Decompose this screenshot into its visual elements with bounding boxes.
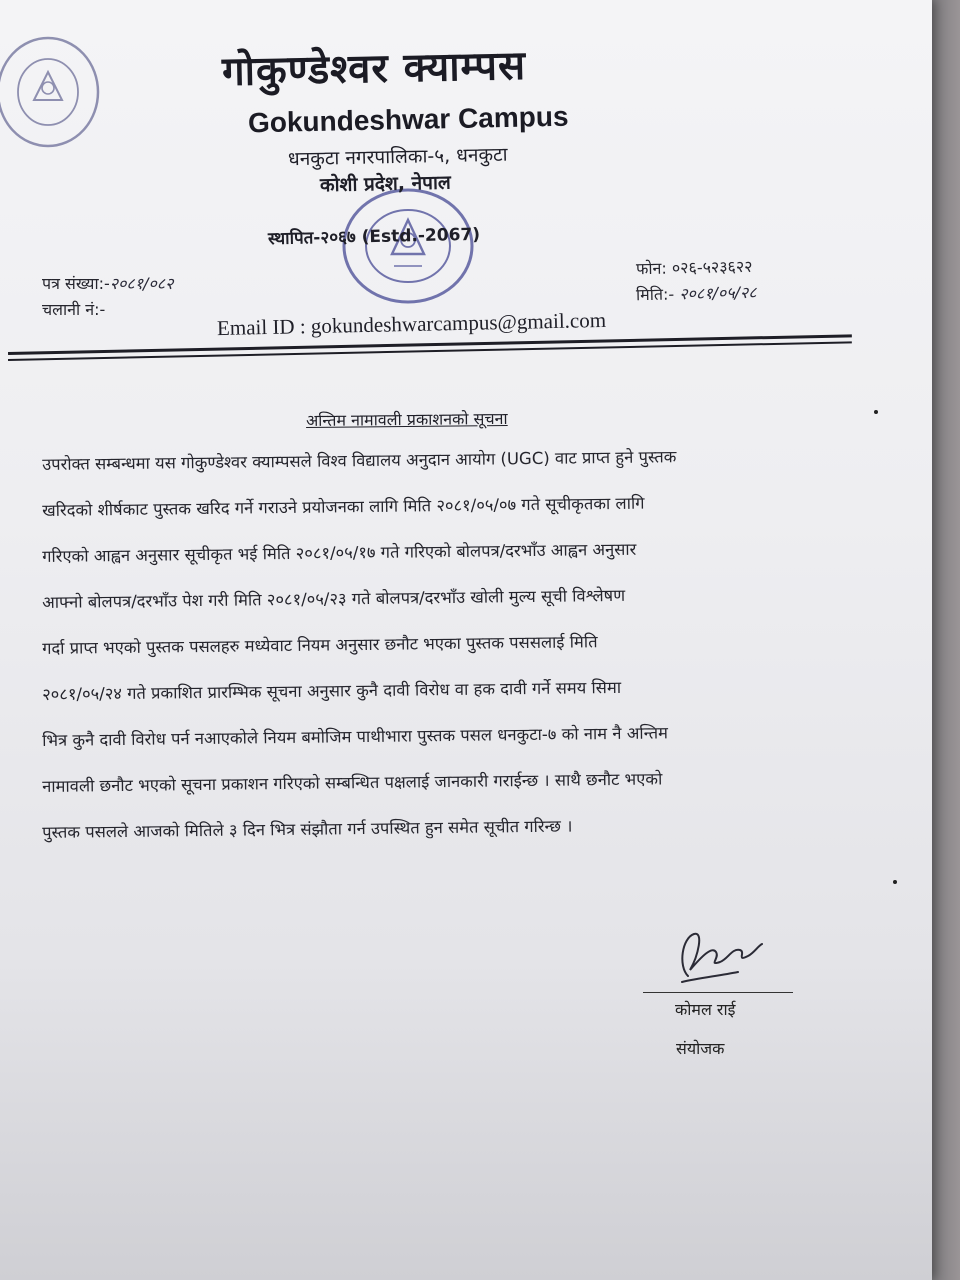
handwritten-signature: [668, 926, 768, 992]
campus-name-english: Gokundeshwar Campus: [247, 100, 569, 139]
phone-label: फोन:: [635, 258, 667, 279]
notice-line: गर्दा प्राप्त भएको पुस्तक पसलहरु मध्येवाट नियम अनुसार छनौट भएका पुस्तक पससलाई मिति: [42, 632, 598, 658]
date-label: मिति:-: [635, 284, 675, 305]
ink-speck: [893, 880, 897, 884]
notice-line: उपरोक्त सम्बन्धमा यस गोकुण्डेश्वर क्याम्पसले विश्व विद्यालय अनुदान आयोग (UGC) वाट प्राप्त हुने पुस्तक: [42, 447, 677, 474]
date-value: २०८१/०५/२८: [679, 282, 757, 304]
notice-line: भित्र कुनै दावी विरोध पर्न नआएकोले नियम बमोजिम पाथीभारा पुस्तक पसल धनकुटा-७ को नाम नै अन्तिम: [42, 723, 669, 750]
letter-number-value: २०८१/०८२: [109, 274, 174, 293]
notice-line: खरिदको शीर्षकाट पुस्तक खरिद गर्ने गराउने प्रयोजनका लागि मिति २०८१/०५/०७ गते सूचीकृतका लागि: [42, 493, 645, 520]
notice-heading: अन्तिम नामावली प्रकाशनको सूचना: [305, 408, 508, 431]
campus-seal-top-left: [0, 32, 104, 152]
signature-line: [643, 992, 793, 993]
notice-line: आफ्नो बोलपत्र/दरभाँउ पेश गरी मिति २०८१/०५/२३ गते बोलपत्र/दरभाँउ खोली मुल्य सूची विश्लेषण: [42, 585, 626, 612]
notice-line: पुस्तक पसलले आजको मितिले ३ दिन भित्र संझौता गर्न उपस्थित हुन समेत सूचीत गरिन्छ ।: [42, 816, 573, 842]
address-line-1: धनकुटा नगरपालिका-५, धनकुटा: [287, 143, 508, 171]
notice-line: २०८१/०५/२४ गते प्रकाशित प्रारम्भिक सूचना अनुसार कुनै दावी विरोध वा हक दावी गर्ने समय सिमा: [42, 677, 622, 704]
letter-date: [636, 281, 757, 306]
notice-line: गरिएको आह्वन अनुसार सूचीकृत भई मिति २०८१/०५/१७ गते गरिएको बोलपत्र/दरभाँउ आह्वन अनुसार: [42, 539, 637, 566]
signer-name: कोमल राई: [675, 1000, 736, 1019]
notice-line: नामावली छनौट भएको सूचना प्रकाशन गरिएको सम्बन्धित पक्षलाई जानकारी गराईन्छ । साथै छनौट भएको: [42, 769, 663, 796]
phone-number: [636, 255, 753, 279]
phone-value: ०२६-५२३६२२: [671, 256, 753, 278]
email-line: Email ID : gokundeshwarcampus@gmail.com: [216, 307, 607, 341]
dispatch-number: [42, 298, 105, 320]
letter-number-label: पत्र संख्या:-: [42, 274, 110, 293]
dispatch-number-label: चलानी नं:-: [42, 300, 106, 319]
paper-edge: [932, 0, 960, 1280]
signer-designation: संयोजक: [676, 1039, 725, 1058]
letter-number: [42, 272, 173, 294]
address-line-2: कोशी प्रदेश, नेपाल: [319, 171, 452, 197]
established-year: स्थापित-२०६७ (Estd.-2067): [267, 224, 481, 250]
ink-speck: [874, 410, 878, 414]
campus-name-nepali: गोकुण्डेश्वर क्याम्पस: [221, 42, 527, 96]
